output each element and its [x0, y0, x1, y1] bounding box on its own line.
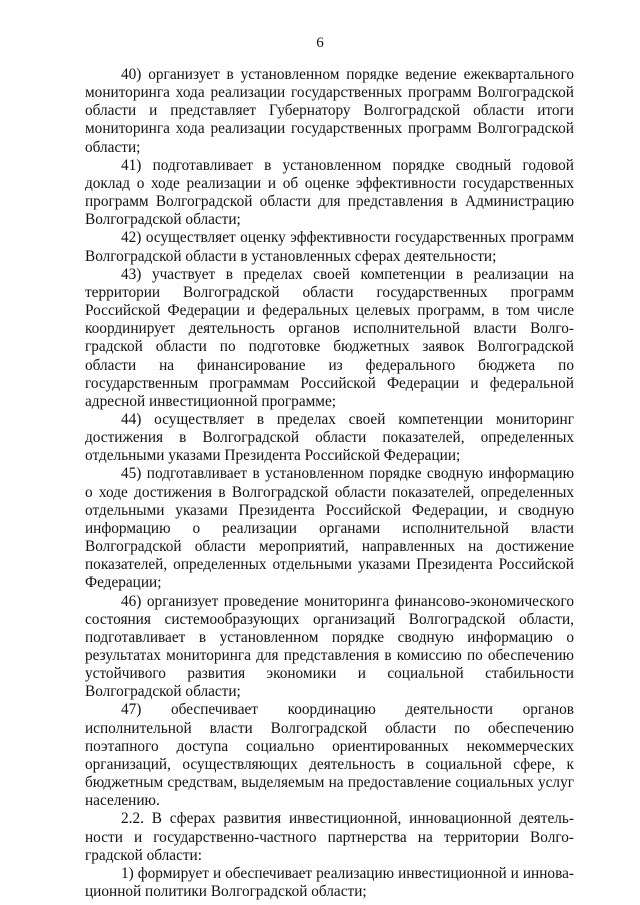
paragraph-item-43: 43) участвует в пределах своей компетенции в реализации на территории Волгоградской области государственных программ Российской Федерации и федеральных целевых программ, в том числе координирует деятельность органов исполнительной власти Волгоградской области по подготовке бюджетных заявок Волгоградской области на финансирование из федерального бюджета по государственным программам Российской Федерации и федеральной адресной инвестиционной программе;: [85, 265, 574, 410]
paragraph-item-44: 44) осуществляет в пределах своей компетенции мониторинг достижения в Волгоградской области показателей, определенных отдельными указами Президента Российской Федерации;: [85, 410, 574, 465]
paragraph-item-47: 47) обеспечивает координацию деятельности органов исполнительной власти Волгоградской области по обеспечению поэтапного доступа социально ориентированных некоммерческих организаций, осуществляющих деятельность в социальной сфере, к бюджетным средствам, выделяемым на предоставление социальных услуг населению.: [85, 701, 574, 810]
document-body: [85, 66, 574, 901]
section-heading-2-2: 2.2. В сферах развития инвестиционной, инновационной деятельности и государственно-частного партнерства на территории Волгоградской области:: [85, 810, 574, 864]
paragraph-item-41: 41) подготавливает в установленном порядке сводный годовой доклад о ходе реализации и об оценке эффективности государственных программ Волгоградской области для представления в Администрацию Волгоградской области;: [85, 156, 574, 229]
paragraph-item-40: 40) организует в установленном порядке ведение ежеквартального мониторинга хода реализации государственных программ Волгоградской области и представляет Губернатору Волгоградской области итоги мониторинга хода реализации государственных программ Волгоградской области;: [85, 66, 574, 156]
paragraph-item-1: 1) формирует и обеспечивает реализацию инвестиционной и инновационной политики Волгоградской области;: [85, 864, 574, 901]
paragraph-item-45: 45) подготавливает в установленном порядке сводную информацию о ходе достижения в Волгоградской области показателей, определенных отдельными указами Президента Российской Федерации, и сводную информацию о реализации органами исполнительной власти Волгоградской области мероприятий, направленных на достижение показателей, определенных отдельными указами Президента Российской Федерации;: [85, 465, 574, 592]
paragraph-item-46: 46) организует проведение мониторинга финансово-экономического состояния системообразующих организаций Волгоградской области, подготавливает в установленном порядке сводную информацию о результатах мониторинга для представления в комиссию по обеспечению устойчивого развития экономики и социальной стабильности Волгоградской области;: [85, 592, 574, 701]
paragraph-item-42: 42) осуществляет оценку эффективности государственных программ Волгоградской области в установленных сферах деятельности;: [85, 229, 574, 265]
page-number: 6: [316, 35, 324, 51]
